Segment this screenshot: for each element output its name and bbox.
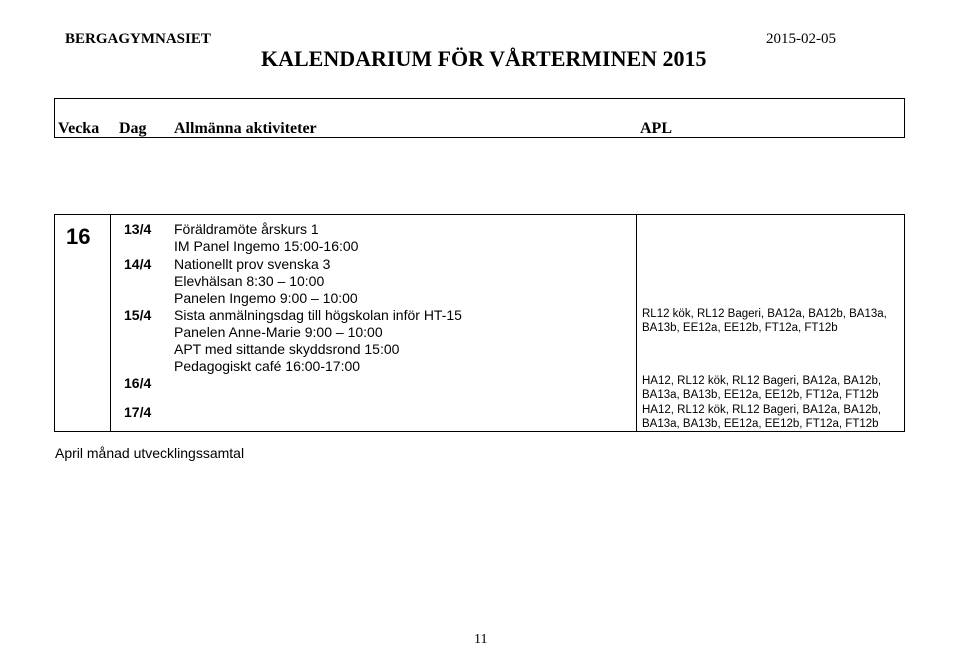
apl-entry: HA12, RL12 kök, RL12 Bageri, BA12a, BA12b,: [642, 375, 882, 387]
activity-item: Panelen Ingemo 9:00 – 10:00: [174, 290, 358, 306]
day-date: 14/4: [124, 256, 152, 272]
column-header-week: Vecka: [58, 120, 100, 137]
apl-entry: HA12, RL12 kök, RL12 Bageri, BA12a, BA12b,: [642, 404, 882, 416]
activity-item: Pedagogiskt café 16:00-17:00: [174, 358, 361, 374]
activity-item: Sista anmälningsdag till högskolan inför HT-15: [174, 307, 462, 323]
apl-entry: BA13a, BA13b, EE12a, EE12b, FT12a, FT12b: [642, 418, 879, 430]
activity-item: Föräldramöte årskurs 1: [174, 221, 319, 237]
activity-item: APT med sittande skyddsrond 15:00: [174, 341, 400, 357]
page-number: 11: [474, 632, 488, 647]
activity-item: Elevhälsan 8:30 – 10:00: [174, 273, 325, 289]
table-divider: [110, 214, 111, 432]
column-header-day: Dag: [119, 120, 147, 137]
apl-entry: RL12 kök, RL12 Bageri, BA12a, BA12b, BA13a,: [642, 308, 887, 320]
apl-entry: BA13b, EE12a, EE12b, FT12a, FT12b: [642, 322, 838, 334]
week-number: 16: [66, 224, 91, 249]
column-header-apl: APL: [640, 120, 672, 137]
table-divider: [636, 214, 637, 432]
page-title: KALENDARIUM FÖR VÅRTERMINEN 2015: [261, 46, 707, 71]
activity-item: IM Panel Ingemo 15:00-16:00: [174, 238, 359, 254]
day-date: 16/4: [124, 375, 152, 391]
footnote: April månad utvecklingssamtal: [55, 445, 245, 461]
day-date: 13/4: [124, 221, 152, 237]
document-date: 2015-02-05: [766, 31, 836, 47]
day-date: 17/4: [124, 404, 152, 420]
column-header-activities: Allmänna aktiviteter: [174, 120, 317, 137]
day-date: 15/4: [124, 307, 152, 323]
apl-entry: BA13a, BA13b, EE12a, EE12b, FT12a, FT12b: [642, 389, 879, 401]
school-name: BERGAGYMNASIET: [65, 31, 211, 47]
activity-item: Panelen Anne-Marie 9:00 – 10:00: [174, 324, 383, 340]
activity-item: Nationellt prov svenska 3: [174, 256, 331, 272]
